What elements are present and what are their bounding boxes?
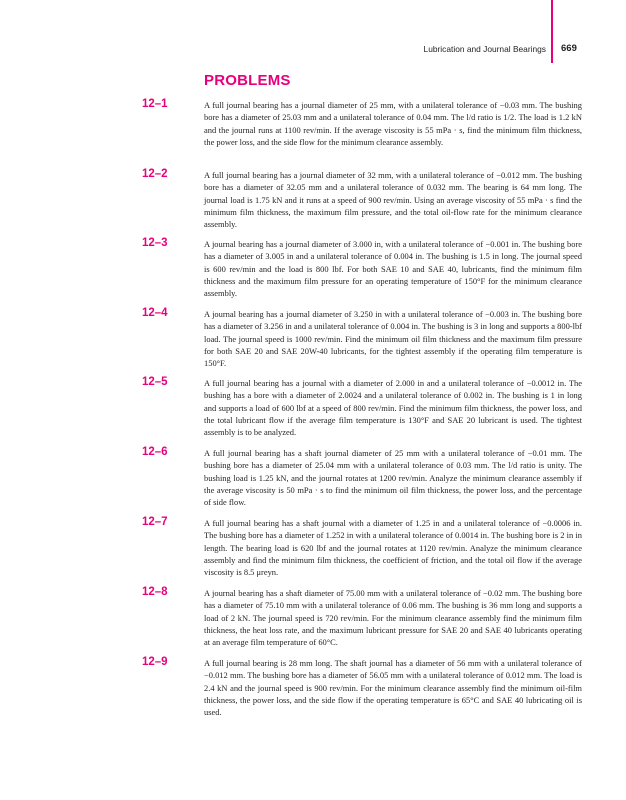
problem-number: 12–8: [142, 586, 168, 598]
problem-text: A full journal bearing has a shaft journal with a diameter of 1.25 in and a unilateral tolerance of −0.0006 in. The bushing bore has a diameter of 1.252 in with a unilateral tolerance of 0.0014 in. The bushing bore is 2 in in length. The bearing load is 620 lbf and the journal rotates at 1120 rev/min. Analyze the minimum clearance assembly and find the minimum film thickness, the coefficient of friction, and the total oil flow if the average viscosity is 8.5 μreyn.: [204, 518, 582, 578]
problem-text: A journal bearing has a shaft diameter of 75.00 mm with a unilateral tolerance of −0.02 mm. The bushing bore has a diameter of 75.10 mm with a unilateral tolerance of 0.06 mm. The bushing is 36 mm long and supports a load of 2 kN. The journal speed is 720 rev/min. For the minimum clearance assembly find the minimum film thickness, the heat loss rate, and the maximum lubricant pressure for SAE 20 and SAE 40 lubricants operating at an average film temperature of 60°C.: [204, 588, 582, 648]
problem-number: 12–9: [142, 656, 168, 668]
problem-number: 12–6: [142, 446, 168, 458]
problem-text: A full journal bearing has a journal with a diameter of 2.000 in and a unilateral tolerance of −0.0012 in. The bushing has a bore with a diameter of 2.0024 and a unilateral tolerance of 0.002 in. The bushing is 1 in long and supports a load of 600 lbf at a speed of 800 rev/min. Find the minimum film thickness, the power loss, and the total lubricant flow if the average film temperature is 130°F and SAE 20 lubricant is used. The tightest assembly is to be analyzed.: [204, 378, 582, 438]
problem-number: 12–3: [142, 237, 168, 249]
page-number: 669: [561, 43, 577, 54]
problem-number: 12–5: [142, 376, 168, 388]
header-accent-rule: [551, 0, 553, 63]
problem-number: 12–2: [142, 168, 168, 180]
problem-text: A journal bearing has a journal diameter of 3.250 in with a unilateral tolerance of −0.003 in. The bushing bore has a diameter of 3.256 in and a unilateral tolerance of 0.004 in. The bushing is 3 in long and supports a 800-lbf load. The journal speed is 1000 rev/min. Find the minimum oil film thickness and the maximum film pressure for both SAE 20 and SAE 20W-40 lubricants, for the tightest assembly if the operating film temperature is 150°F.: [204, 309, 582, 369]
section-title: PROBLEMS: [204, 72, 291, 89]
problem-text: A full journal bearing has a shaft journal diameter of 25 mm with a unilateral tolerance of −0.01 mm. The bushing bore has a diameter of 25.04 mm with a unilateral tolerance of 0.03 mm. The l/d ratio is unity. The bushing load is 1.25 kN, and the journal rotates at 1200 rev/min. Analyze the minimum clearance assembly if the average viscosity is 50 mPa · s to find the minimum oil film thickness, the power loss, and the percentage of side flow.: [204, 448, 582, 508]
problem-text: A full journal bearing is 28 mm long. The shaft journal has a diameter of 56 mm with a unilateral tolerance of −0.012 mm. The bushing bore has a diameter of 56.05 mm with a unilateral tolerance of 0.012 mm. The load is 2.4 kN and the journal speed is 900 rev/min. For the minimum clearance assembly find the minimum oil-film thickness, the power loss, and the side flow if the operating temperature is 65°C and SAE 40 lubricating oil is used.: [204, 658, 582, 718]
problem-text: A journal bearing has a journal diameter of 3.000 in, with a unilateral tolerance of −0.001 in. The bushing bore has a diameter of 3.005 in and a unilateral tolerance of 0.004 in. The bushing is 1.5 in long. The journal speed is 600 rev/min and the load is 800 lbf. For both SAE 10 and SAE 40, lubricants, find the minimum film thickness and the maximum film pressure for an operating temperature of 150°F for the minimum clearance assembly.: [204, 239, 582, 299]
problem-text: A full journal bearing has a journal diameter of 32 mm, with a unilateral tolerance of −0.012 mm. The bushing bore has a diameter of 32.05 mm and a unilateral tolerance of 0.032 mm. The bearing is 64 mm long. The journal load is 1.75 kN and it runs at a speed of 900 rev/min. Using an average viscosity of 55 mPa · s find the minimum film thickness, the maximum film pressure, and the total oil-flow rate for the minimum clearance assembly.: [204, 170, 582, 230]
problem-number: 12–7: [142, 516, 168, 528]
problem-text: A full journal bearing has a journal diameter of 25 mm, with a unilateral tolerance of −0.03 mm. The bushing bore has a diameter of 25.03 mm and a unilateral tolerance of 0.04 mm. The l/d ratio is 1/2. The load is 1.2 kN and the journal runs at 1100 rev/min. If the average viscosity is 55 mPa · s, find the minimum film thickness, the power loss, and the side flow for the minimum clearance assembly.: [204, 100, 582, 147]
running-header-title: Lubrication and Journal Bearings: [423, 44, 546, 54]
problem-number: 12–4: [142, 307, 168, 319]
problem-number: 12–1: [142, 98, 168, 110]
